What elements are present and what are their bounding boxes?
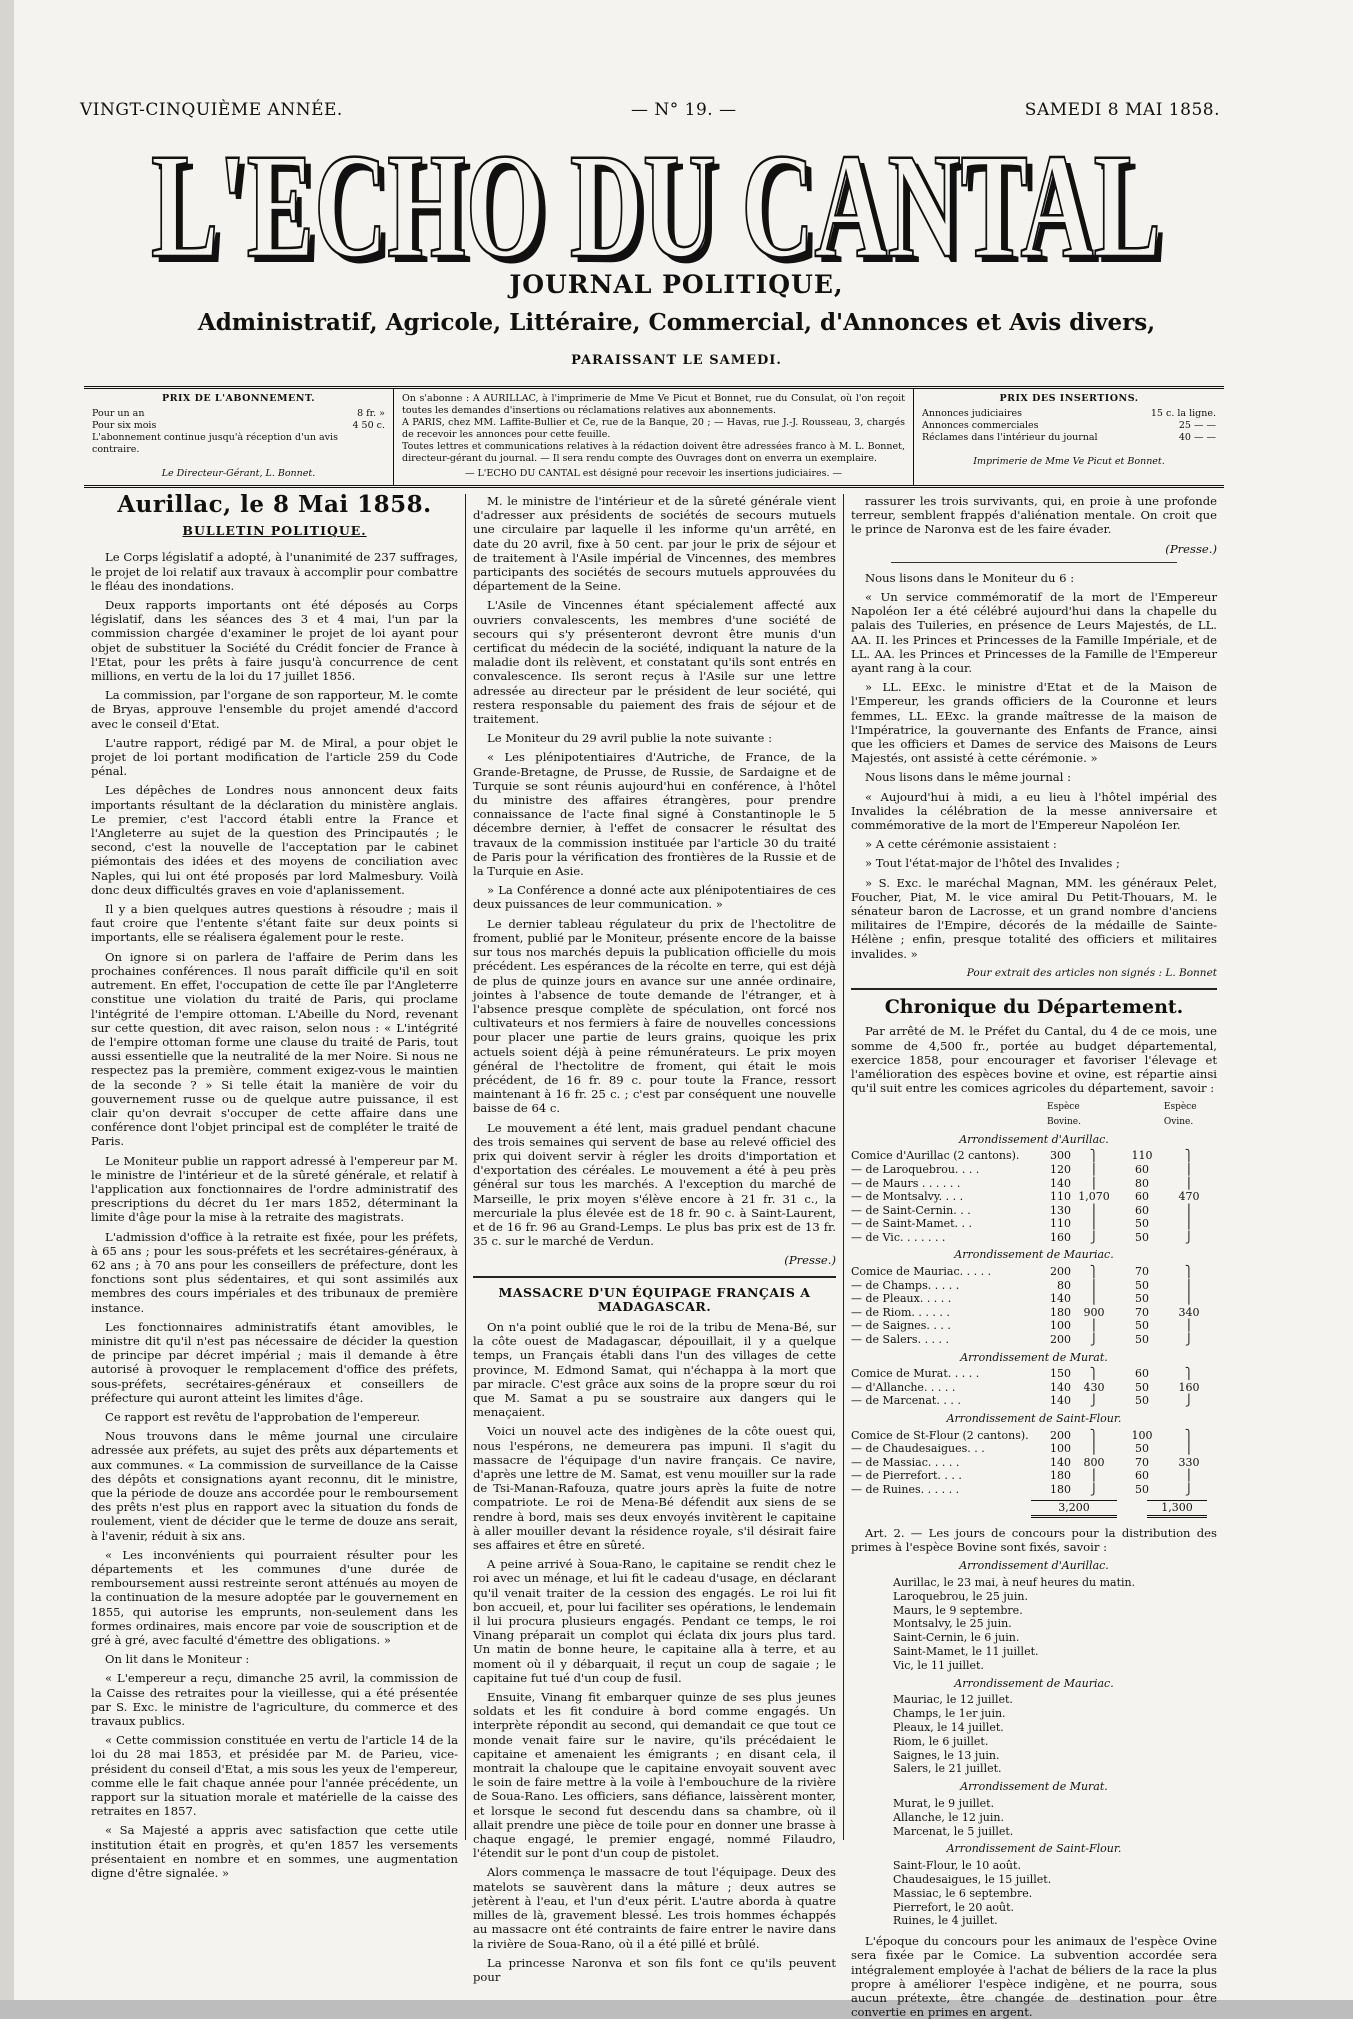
ovine-subtotal: ⎭ bbox=[1184, 1230, 1194, 1244]
insertion-row: Réclames dans l'intérieur du journal 40 — — bbox=[922, 432, 1216, 443]
concours-date: Champs, le 1er juin. bbox=[893, 1707, 1006, 1721]
article-columns bbox=[84, 491, 1224, 2019]
bovine-subtotal: ⎪ bbox=[1089, 1442, 1099, 1456]
ovine-value: 50 bbox=[1135, 1230, 1149, 1244]
column-3-top bbox=[851, 494, 1217, 537]
comice-name: — de Marcenat. . . . bbox=[851, 1394, 961, 1408]
ovine-value: 60 bbox=[1135, 1367, 1149, 1381]
ovine-value: 70 bbox=[1135, 1305, 1149, 1319]
bovine-subtotal: ⎪ bbox=[1089, 1176, 1099, 1190]
table-row bbox=[851, 1217, 1217, 1231]
top-line bbox=[80, 100, 1220, 120]
ovine-value: 50 bbox=[1135, 1292, 1149, 1306]
table-row bbox=[851, 1456, 1217, 1470]
separator bbox=[473, 1276, 836, 1278]
concours-date: Saint-Flour, le 10 août. bbox=[893, 1859, 1021, 1873]
column-1 bbox=[84, 491, 466, 1881]
bovine-value: 100 bbox=[1050, 1319, 1071, 1333]
comice-name: — de Champs. . . . . bbox=[851, 1278, 960, 1292]
bovine-value: 110 bbox=[1050, 1190, 1071, 1204]
ovine-subtotal: ⎪ bbox=[1184, 1176, 1194, 1190]
article-paragraph: M. le ministre de l'intérieur et de la sûreté générale vient d'adresser aux présidents de sociétés de secours mutuels une circulaire par laquelle il les informe qu'un arrêté, en date du 20 avril, fixe à 50 cent. par jour le prix de séjour et de traitement à l'Asile impérial de Vincennes, des membres participants des sociétés de secours mutuels approuvées du département de la Seine. bbox=[473, 494, 836, 594]
ovine-value: 50 bbox=[1135, 1278, 1149, 1292]
concours-date: Mauriac, le 12 juillet. bbox=[893, 1693, 1013, 1707]
article-paragraph: Le Moniteur publie un rapport adressé à l'empereur par M. le ministre de l'intérieur et de la sûreté générale, et relatif à l'application aux fonctionnaires de l'ordre administratif des prescriptions du décret du 1er mars 1852, déterminant la limite d'âge pour la mise à la retraite des magistrats. bbox=[91, 1153, 458, 1225]
judicial-notice: — L'ECHO DU CANTAL est désigné pour recevoir les insertions judiciaires. — bbox=[464, 468, 843, 479]
ovine-subtotal: ⎭ bbox=[1184, 1482, 1194, 1496]
subtitle-journal: JOURNAL POLITIQUE, bbox=[509, 270, 844, 299]
bovine-value: 80 bbox=[1057, 1278, 1071, 1292]
comice-name: Comice de Mauriac. . . . . bbox=[851, 1265, 992, 1279]
bovine-value: 150 bbox=[1050, 1367, 1071, 1381]
bovine-value: 200 bbox=[1050, 1333, 1071, 1347]
info-paragraph: On s'abonne : A AURILLAC, à l'imprimerie de Mme Ve Picut et Bonnet, rue du Consulat, où l'on reçoit toutes les demandes d'insertions ou réclamations relatives aux abonnements. bbox=[402, 393, 905, 416]
table-row bbox=[851, 1381, 1217, 1395]
bovine-subtotal: ⎭ bbox=[1089, 1333, 1099, 1347]
table-row bbox=[851, 1333, 1217, 1347]
insertion-row: Annonces judiciaires 15 c. la ligne. bbox=[922, 408, 1216, 419]
article-paragraph: « Les inconvénients qui pourraient résulter pour les départements et les communes d'une durée de remboursement aussi restreinte seront atténués au moyen de la continuation de la mesure adoptée par le gouvernement en 1855, qui autorise les emprunts, non-seulement dans les formes ordinaires, mais encore par voie de souscription et de gré à gré, avec faculté d'émettre des obligations. » bbox=[91, 1547, 458, 1648]
ovine-subtotal: 470 bbox=[1178, 1190, 1200, 1204]
table-row bbox=[851, 1204, 1217, 1218]
concours-date: Saint-Cernin, le 6 juin. bbox=[893, 1631, 1020, 1645]
article-paragraph: « Un service commémoratif de la mort de l'Empereur Napoléon Ier a été célébré aujourd'hui dans la chapelle du palais des Tuileries, en présence de Leurs Majestés, de LL. AA. II. les Princes et Princesses de la Famille Impériale, et de LL. AA. les Princes et Princesses de la Famille de l'Empereur ayant rang à la cour. bbox=[851, 590, 1217, 676]
info-box bbox=[84, 386, 1224, 488]
subscription-row: Pour un an 8 fr. » bbox=[92, 408, 385, 419]
subscription-row: Pour six mois 4 50 c. bbox=[92, 420, 385, 431]
bovine-subtotal: 900 bbox=[1083, 1305, 1105, 1319]
table-row bbox=[851, 1319, 1217, 1333]
column-3-mid bbox=[851, 571, 1217, 961]
article-paragraph: Alors commença le massacre de tout l'équipage. Deux des matelots se sauvèrent dans la mâture ; deux autres se jetèrent à l'eau, et l'un d'eux périt. L'autre aborda à quatre milles de là, gravement blessé. Les trois hommes échappés au massacre ont été contraints de faire entrer le navire dans la rivière de Soua-Rano, où il a été pillé et brûlé. bbox=[473, 1865, 836, 1951]
article-paragraph: Nous lisons dans le même journal : bbox=[865, 770, 1072, 785]
printer-name: Imprimerie de Mme Ve Picut et Bonnet. bbox=[973, 456, 1165, 467]
column-2-top bbox=[473, 494, 836, 1248]
concours-date: Pleaux, le 14 juillet. bbox=[893, 1720, 1004, 1734]
bovine-value: 110 bbox=[1050, 1217, 1071, 1231]
comice-name: — de Salers. . . . . bbox=[851, 1333, 950, 1347]
bovine-value: 200 bbox=[1050, 1265, 1071, 1279]
article-paragraph: » A cette cérémonie assistaient : bbox=[865, 837, 1057, 852]
article-paragraph: « Les plénipotentiaires d'Autriche, de France, de la Grande-Bretagne, de Prusse, de Russie, de Sardaigne et de Turquie se sont réunis aujourd'hui en conférence, à l'hôtel du ministre des affaires étrangères, pour prendre connaissance de l'acte final signé à Constantinople le 5 décembre dernier, à l'effet de consacrer le résultat des travaux de la commission instituée par l'article 30 du traité de Paris pour la vérification des frontières de la Russie et de la Turquie en Asie. bbox=[473, 750, 836, 879]
article-paragraph: La princesse Naronva et son fils font ce qu'ils peuvent pour bbox=[473, 1955, 836, 1984]
ovine-value: 60 bbox=[1135, 1190, 1149, 1204]
bulletin-heading: BULLETIN POLITIQUE. bbox=[182, 523, 367, 539]
bovine-subtotal: ⎪ bbox=[1089, 1469, 1099, 1483]
grand-total-ovine: 1,300 bbox=[1147, 1500, 1207, 1518]
comice-name: — de Montsalvy. . . . bbox=[851, 1190, 964, 1204]
arrondissement-title: Arrondissement de Mauriac. bbox=[954, 1248, 1114, 1262]
table-row bbox=[851, 1163, 1217, 1177]
bovine-subtotal: ⎪ bbox=[1089, 1203, 1099, 1217]
comice-name: — de Saignes. . . . bbox=[851, 1319, 951, 1333]
ovine-subtotal: ⎭ bbox=[1184, 1394, 1194, 1408]
separator bbox=[851, 988, 1217, 990]
arrondissement-title: Arrondissement de Murat. bbox=[960, 1350, 1108, 1364]
table-row bbox=[851, 1292, 1217, 1306]
article-paragraph: » Tout l'état-major de l'hôtel des Invalides ; bbox=[865, 856, 1120, 871]
table-row bbox=[851, 1265, 1217, 1279]
subscription-note: L'abonnement continue jusqu'à réception d'un avis contraire. bbox=[92, 432, 338, 455]
article-paragraph: » LL. EExc. le ministre d'Etat et de la Maison de l'Empereur, les grands officiers de la Couronne et leurs femmes, LL. EExc. la grande maîtresse de la maison de l'Impératrice, la gouvernante des Enfants de France, ainsi que les officiers et Dames de service des Maisons de Leurs Majestés, ont assisté à cette cérémonie. » bbox=[851, 680, 1217, 766]
ovine-subtotal: 330 bbox=[1178, 1455, 1200, 1469]
svg-text:L'ECHO DU CANTAL: L'ECHO DU CANTAL bbox=[157, 129, 1167, 295]
subscription-prices bbox=[84, 389, 394, 485]
concours-date: Chaudesaigues, le 15 juillet. bbox=[893, 1872, 1052, 1886]
table-row bbox=[851, 1149, 1217, 1163]
comice-name: — d'Allanche. . . . . bbox=[851, 1380, 956, 1394]
bovine-value: 140 bbox=[1050, 1176, 1071, 1190]
comice-name: — de Riom. . . . . . bbox=[851, 1305, 950, 1319]
arrondissement-title: Arrondissement de Saint-Flour. bbox=[946, 1412, 1122, 1425]
ovine-value: 50 bbox=[1135, 1380, 1149, 1394]
comice-name: Comice de Murat. . . . . bbox=[851, 1367, 980, 1381]
issue-date: SAMEDI 8 MAI 1858. bbox=[1024, 100, 1220, 120]
concours-date: Murat, le 9 juillet. bbox=[893, 1796, 995, 1810]
article-paragraph: Nous lisons dans le Moniteur du 6 : bbox=[865, 570, 1075, 585]
concours-date: Aurillac, le 23 mai, à neuf heures du matin. bbox=[893, 1575, 1136, 1589]
comice-name: — de Saint-Cernin. . . bbox=[851, 1203, 971, 1217]
bovine-subtotal: ⎪ bbox=[1089, 1319, 1099, 1333]
article-paragraph: « Sa Majesté a appris avec satisfaction que cette utile institution était en progrès, et qu'en 1857 les versements présentaient en nombre et en sommes, une augmentation digne d'être signalée. » bbox=[91, 1823, 458, 1881]
ovine-subtotal: ⎪ bbox=[1184, 1278, 1194, 1292]
bovine-subtotal: ⎭ bbox=[1089, 1394, 1099, 1408]
bovine-subtotal: ⎫ bbox=[1089, 1149, 1099, 1163]
bovine-subtotal: ⎪ bbox=[1089, 1292, 1099, 1306]
ovine-value: 60 bbox=[1135, 1162, 1149, 1176]
concours-date: Maurs, le 9 septembre. bbox=[893, 1603, 1023, 1617]
source-credit: (Presse.) bbox=[1165, 541, 1217, 556]
insertion-title: PRIX DES INSERTIONS. bbox=[999, 393, 1139, 404]
year-label: VINGT-CINQUIÈME ANNÉE. bbox=[80, 100, 343, 120]
comice-name: — de Maurs . . . . . . bbox=[851, 1176, 961, 1190]
arrondissement-title: Arrondissement de Mauriac. bbox=[954, 1676, 1114, 1690]
ovine-subtotal: ⎫ bbox=[1184, 1367, 1194, 1381]
table-row bbox=[851, 1429, 1217, 1443]
arrondissement-title: Arrondissement d'Aurillac. bbox=[959, 1132, 1109, 1146]
ovine-subtotal: ⎪ bbox=[1184, 1203, 1194, 1217]
comice-name: — de Laroquebrou. . . . bbox=[851, 1162, 980, 1176]
bovine-value: 180 bbox=[1050, 1482, 1071, 1496]
concours-date: Vic, le 11 juillet. bbox=[893, 1658, 984, 1672]
bovine-subtotal: 430 bbox=[1083, 1380, 1105, 1394]
arrondissement-title: Arrondissement d'Aurillac. bbox=[959, 1559, 1109, 1573]
concours-date: Montsalvy, le 25 juin. bbox=[893, 1617, 1012, 1631]
table-header: Espèce Bovine. Espèce Ovine. bbox=[1047, 1102, 1197, 1127]
article-paragraph: Les fonctionnaires administratifs étant amovibles, le ministre dit qu'il n'est pas nécessaire de décider la question de principe par décret impérial ; mais il demande à être autorisé à provoquer le remplacement d'office des préfets, sous-préfets, secrétaires-généraux et conseillers de préfecture qui auront atteint les limites d'âge. bbox=[91, 1319, 458, 1405]
article-paragraph: » La Conférence a donné acte aux plénipotentiaires de ces deux puissances de leur communication. » bbox=[473, 883, 836, 912]
ovine-value: 60 bbox=[1135, 1203, 1149, 1217]
article-paragraph: On ignore si on parlera de l'affaire de Perim dans les prochaines conférences. Il nous paraît difficile qu'il en soit autrement. En effet, l'occupation de cette île par l'Angleterre constitue une violation du traité de Paris, qui proclame l'intégrité de l'empire ottoman. L'Abeille du Nord, revenant sur cette question, dit avec raison, selon nous : « L'intégrité de l'empire ottoman forme une clause du traité de Paris, tout aussi essentielle que la neutralité de la mer Noire. Si nous ne respectez pas la première, comment exigez-vous le maintien de la seconde ? » Si telle était la manière de voir du gouvernement russe ou de quelque autre puissance, il est clair qu'on devrait s'occuper de cette affaire dans une conférence dont l'objet principal est de compléter le traité de Paris. bbox=[91, 949, 458, 1149]
ovine-subtotal: ⎪ bbox=[1184, 1217, 1194, 1231]
comice-name: — de Massiac. . . . . bbox=[851, 1455, 960, 1469]
article-paragraph: On lit dans le Moniteur : bbox=[105, 1652, 250, 1667]
insertion-row: Annonces commerciales 25 — — bbox=[922, 420, 1216, 431]
bovine-subtotal: ⎫ bbox=[1089, 1265, 1099, 1279]
bovine-value: 140 bbox=[1050, 1292, 1071, 1306]
concours-date: Pierrefort, le 20 août. bbox=[893, 1900, 1015, 1914]
comice-name: — de Pleaux. . . . . bbox=[851, 1292, 952, 1306]
ovine-subtotal: 340 bbox=[1178, 1305, 1200, 1319]
bovine-value: 180 bbox=[1050, 1305, 1071, 1319]
grand-total bbox=[851, 1500, 1217, 1518]
bovine-value: 140 bbox=[1050, 1380, 1071, 1394]
insertion-prices bbox=[914, 389, 1224, 485]
grand-total-bovine: 3,200 bbox=[1031, 1500, 1117, 1518]
article-paragraph: La commission, par l'organe de son rapporteur, M. le comte de Bryas, approuve l'ensemble du projet amendé d'accord avec le conseil d'Etat. bbox=[91, 688, 458, 731]
comice-name: Comice d'Aurillac (2 cantons). bbox=[851, 1149, 1020, 1163]
bovine-subtotal: ⎪ bbox=[1089, 1278, 1099, 1292]
bovine-subtotal: ⎪ bbox=[1089, 1217, 1099, 1231]
column-2 bbox=[466, 494, 844, 1984]
ovine-subtotal: ⎫ bbox=[1184, 1265, 1194, 1279]
chronicle-intro: Par arrêté de M. le Préfet du Cantal, du 4 de ce mois, une somme de 4,500 fr., portée au budget départemental, exercice 1858, pour encourager et favoriser l'élevage et l'amélioration des espèces bovine et ovine, est répartie ainsi qu'il suit entre les comices agricoles du département, savoir : bbox=[851, 1024, 1217, 1096]
bovine-subtotal: 1,070 bbox=[1078, 1190, 1110, 1204]
chronicle-heading: Chronique du Département. bbox=[884, 996, 1184, 1019]
bovine-value: 100 bbox=[1050, 1442, 1071, 1456]
page-edge bbox=[0, 0, 14, 2000]
concours-dates bbox=[851, 1559, 1217, 1928]
subscription-title: PRIX DE L'ABONNEMENT. bbox=[161, 393, 316, 404]
bovine-value: 300 bbox=[1050, 1149, 1071, 1163]
ovine-value: 50 bbox=[1135, 1217, 1149, 1231]
article-paragraph: Deux rapports importants ont été déposés au Corps législatif, dans les séances des 3 et 4 mai, l'un par la commission chargée d'examiner le projet de loi ayant pour objet de substituer la Société du Crédit foncier de France à l'Etat, pour les prêts à faire jusqu'à concurrence de cent millions, en vertu de la loi du 17 juillet 1856. bbox=[91, 598, 458, 684]
source-credit: (Presse.) bbox=[784, 1253, 836, 1268]
table-row bbox=[851, 1394, 1217, 1408]
concours-date: Ruines, le 4 juillet. bbox=[893, 1914, 998, 1928]
article-paragraph: Il y a bien quelques autres questions à résoudre ; mais il faut croire que l'entente s'étant faite sur deux points si importants, elle se réalisera également pour le reste. bbox=[91, 902, 458, 945]
bovine-value: 160 bbox=[1050, 1230, 1071, 1244]
comice-name: — de Ruines. . . . . . bbox=[851, 1482, 960, 1496]
bovine-value: 140 bbox=[1050, 1394, 1071, 1408]
bovine-value: 200 bbox=[1050, 1428, 1071, 1442]
bovine-value: 180 bbox=[1050, 1469, 1071, 1483]
ovine-value: 110 bbox=[1131, 1149, 1153, 1163]
bovine-subtotal: 800 bbox=[1083, 1455, 1105, 1469]
article-paragraph: L'autre rapport, rédigé par M. de Miral, a pour objet le projet de loi portant modification de l'article 259 du Code pénal. bbox=[91, 735, 458, 779]
massacre-title: MASSACRE D'UN ÉQUIPAGE FRANÇAIS A MADAGASCAR. bbox=[498, 1284, 811, 1314]
article-paragraph: On n'a point oublié que le roi de la tribu de Mena-Bé, sur la côte ouest de Madagascar, dépouillait, il y a quelque temps, un Français établi dans l'un des villages de cette province, M. Edmond Samat, qui n'échappa à la mort que par miracle. C'est grâce aux soins de la propre sœur du roi que M. Samat a pu se soustraire aux dangers qui le menaçaient. bbox=[473, 1319, 836, 1420]
bovine-value: 130 bbox=[1050, 1203, 1071, 1217]
ovine-subtotal: ⎪ bbox=[1184, 1292, 1194, 1306]
concours-date: Laroquebrou, le 25 juin. bbox=[893, 1589, 1028, 1603]
bovine-subtotal: ⎭ bbox=[1089, 1482, 1099, 1496]
bovine-subtotal: ⎫ bbox=[1089, 1367, 1099, 1381]
ovine-subtotal: ⎪ bbox=[1184, 1469, 1194, 1483]
article-paragraph: L'Asile de Vincennes étant spécialement affecté aux ouvriers convalescents, les membres d'une société de secours qui s'y présenteront devront être munis d'un certificat du médecin de la société, indiquant la nature de la maladie dont ils relèvent, et constatant qu'ils sont entrés en convalescence. Ils seront reçus à l'Asile sur une lettre adressée au directeur par le président de leur société, qui restera responsable du paiement des frais de séjour et de traitement. bbox=[473, 598, 836, 727]
article-paragraph: Ce rapport est revêtu de l'approbation de l'empereur. bbox=[105, 1409, 421, 1424]
article-paragraph: « Aujourd'hui à midi, a eu lieu à l'hôtel impérial des Invalides la célébration de la messe anniversaire et commémorative de la mort de l'Empereur Napoléon Ier. bbox=[851, 789, 1217, 833]
article-paragraph: « L'empereur a reçu, dimanche 25 avril, la commission de la Caisse des retraites pour la vieillesse, qui a été présentée par S. Exc. le ministre de l'agriculture, du commerce et des travaux publics. bbox=[91, 1671, 458, 1729]
comice-name: Comice de St-Flour (2 cantons). bbox=[851, 1428, 1029, 1442]
article-paragraph: « Cette commission constituée en vertu de l'article 14 de la loi du 28 mai 1853, et présidée par M. de Parieu, vice-président du conseil d'Etat, a mis sous les yeux de l'empereur, comme elle le fait chaque année pour l'année précédente, un rapport sur la situation morale et matérielle de la caisse des retraites en 1857. bbox=[91, 1733, 458, 1819]
table-row bbox=[851, 1306, 1217, 1320]
arrondissement-title: Arrondissement de Murat. bbox=[960, 1780, 1108, 1794]
article-paragraph: Nous trouvons dans le même journal une circulaire adressée aux préfets, au sujet des prêts aux départements et aux communes. « La commission de surveillance de la Caisse des dépôts et consignations ayant reconnu, dit le ministre, que la période de douze ans accordée pour le remboursement des prêts n'est plus en rapport avec la situation du fonds de roulement, vient de décider que le terme de douze ans serait, à l'avenir, réduit à six ans. bbox=[91, 1429, 458, 1543]
comice-name: — de Saint-Mamet. . . bbox=[851, 1217, 973, 1231]
ovine-subtotal: ⎫ bbox=[1184, 1428, 1194, 1442]
ovine-subtotal: ⎭ bbox=[1184, 1333, 1194, 1347]
article-paragraph: Le Moniteur du 29 avril publie la note suivante : bbox=[487, 731, 772, 746]
subsidy-table bbox=[851, 1133, 1217, 1497]
article-paragraph: Voici un nouvel acte des indigènes de la côte ouest qui, nous l'espérons, ne demeurera pas impuni. Il s'agit du massacre de l'équipage d'un navire français. Ce navire, d'après une lettre de M. Samat, est venu mouiller sur la rade de Tsi-Manan-Rafouza, quatre jours après la fuite de notre compatriote. Le roi de Mena-Bé défendit aux siens de se rendre à bord, mais ses deux envoyés invitèrent le capitaine à aller mouiller devant la résidence royale, s'il désirait faire ses affaires et être en sûreté. bbox=[473, 1424, 836, 1553]
column-3 bbox=[844, 494, 1224, 2019]
arrondissement-title: Arrondissement de Saint-Flour. bbox=[946, 1842, 1122, 1856]
info-paragraph: A PARIS, chez MM. Laffite-Bullier et Ce, rue de la Banque, 20 ; — Havas, rue J.-J. Rousseau, 3, chargés de recevoir les annonces pour cette feuille. bbox=[402, 417, 905, 440]
comice-name: — de Pierrefort. . . . bbox=[851, 1469, 962, 1483]
column-1-body bbox=[91, 550, 458, 1880]
ovine-value: 50 bbox=[1135, 1333, 1149, 1347]
separator bbox=[891, 562, 1177, 563]
ovine-value: 50 bbox=[1135, 1319, 1149, 1333]
info-paragraph: Toutes lettres et communications relatives à la rédaction doivent être adressées franco à M. L. Bonnet, directeur-gérant du journal. — Il sera rendu compte des Ouvrages dont on enverra un exemplaire. bbox=[402, 441, 905, 464]
concours-date: Allanche, le 12 juin. bbox=[893, 1810, 1004, 1824]
svg-text:L'ECHO DU CANTAL: L'ECHO DU CANTAL bbox=[151, 123, 1161, 289]
table-row bbox=[851, 1442, 1217, 1456]
ovine-subtotal: ⎫ bbox=[1184, 1149, 1194, 1163]
ovine-subtotal: 160 bbox=[1178, 1380, 1200, 1394]
subtitle-description: Administratif, Agricole, Littéraire, Commercial, d'Annonces et Avis divers, bbox=[197, 309, 1156, 336]
concours-date: Riom, le 6 juillet. bbox=[893, 1734, 989, 1748]
ovine-subtotal: ⎪ bbox=[1184, 1442, 1194, 1456]
comice-name: — de Vic. . . . . . . bbox=[851, 1230, 946, 1244]
concours-date: Saint-Mamet, le 11 juillet. bbox=[893, 1644, 1039, 1658]
concours-date: Saignes, le 13 juin. bbox=[893, 1748, 1000, 1762]
article-paragraph: Le dernier tableau régulateur du prix de l'hectolitre de froment, publié par le Moniteur, présente encore de la baisse sur tous nos marchés depuis la publication officielle du mois précédent. Les espérances de la récolte en terre, qui est déjà de plus de quinze jours en avance sur une année ordinaire, jointes à l'absence de toute demande de l'étranger, et à l'absence presque complète de spéculation, ont forcé nos cultivateurs et nos fermiers à faire de nouvelles concessions pour placer une partie de leurs grains, quoique les prix actuels soient déjà à peine rémunérateurs. Le prix moyen général de l'hectolitre de froment, qui était le mois précédent, de 16 fr. 89 c. pour toute la France, ressort maintenant à 16 fr. 25 c. ; c'est par conséquent une nouvelle baisse de 64 c. bbox=[473, 916, 836, 1116]
article-paragraph: Le mouvement a été lent, mais graduel pendant chacune des trois semaines qui servent de base au relevé officiel des prix qui doivent servir à régler les droits d'importation et d'exportation des céréales. Le mouvement a été à peu près général sur tous les marchés. A l'exception du marché de Marseille, le prix moyen s'élève encore à 21 fr. 31 c., la mercuriale la plus élevée est de 18 fr. 90 c. à Saint-Laurent, et de 16 fr. 96 au Grand-Lemps. Le plus bas prix est de 13 fr. 35 c. sur le marché de Verdun. bbox=[473, 1120, 836, 1249]
closing-paragraph: L'époque du concours pour les animaux de l'espèce Ovine sera fixée par le Comice. La subvention accordée sera intégralement employée à l'achat de béliers de la race la plus propre à améliorer l'espèce indigène, et ne pourra, sous aucun prétexte, être changée de destination pour être convertie en primes en argent. bbox=[851, 1934, 1217, 2019]
ovine-value: 80 bbox=[1135, 1176, 1149, 1190]
bovine-subtotal: ⎫ bbox=[1089, 1428, 1099, 1442]
table-row bbox=[851, 1367, 1217, 1381]
table-row bbox=[851, 1483, 1217, 1497]
ovine-subtotal: ⎪ bbox=[1184, 1319, 1194, 1333]
article-paragraph: L'admission d'office à la retraite est fixée, pour les préfets, à 65 ans ; pour les sous-préfets et les secrétaires-généraux, à 62 ans ; à 70 ans pour les conseillers de préfecture, dont les fonctions sont plus sédentaires, et qui sont assimilés aux membres des cours impériales et des tribunaux de première instance. bbox=[91, 1229, 458, 1315]
ovine-value: 60 bbox=[1135, 1469, 1149, 1483]
extract-signature: Pour extrait des articles non signés : L. Bonnet bbox=[966, 966, 1217, 979]
subtitle-frequency: PARAISSANT LE SAMEDI. bbox=[571, 353, 782, 368]
article-2: Art. 2. — Les jours de concours pour la distribution des primes à l'espèce Bovine sont fixés, savoir : bbox=[851, 1525, 1217, 1554]
ovine-value: 100 bbox=[1131, 1428, 1153, 1442]
table-row bbox=[851, 1279, 1217, 1293]
ovine-value: 70 bbox=[1135, 1265, 1149, 1279]
dateline-heading: Aurillac, le 8 Mai 1858. bbox=[117, 491, 432, 518]
director-signature: Le Directeur-Gérant, L. Bonnet. bbox=[161, 468, 316, 479]
table-row bbox=[851, 1190, 1217, 1204]
article-paragraph: rassurer les trois survivants, qui, en proie à une profonde terreur, semblent frappés d'aliénation mentale. On croit que le prince de Naronva est de les faire évader. bbox=[851, 494, 1217, 537]
bovine-value: 120 bbox=[1050, 1162, 1071, 1176]
article-paragraph: Ensuite, Vinang fit embarquer quinze de ses plus jeunes soldats et les fit conduire à bord comme engagés. Un interprète répondit au second, qui demandait ce que tout ce monde venait faire sur le navire, qu'ils précédaient le capitaine et amenaient les émigrants ; en disant cela, il montrait la chaloupe que le capitaine envoyait souvent avec le soin de faire mettre à la voile à l'embouchure de la rivière de Soua-Rano. Les officiers, sans défiance, laissèrent monter, et lorsque le second fut descendu dans sa chambre, où il allait prendre une pièce de toile pour en donner une brasse à chaque engagé, le premier engagé, nommé Filaudro, l'étendit sur le pont d'un coup de pistolet. bbox=[473, 1690, 836, 1861]
ovine-value: 50 bbox=[1135, 1482, 1149, 1496]
bovine-value: 140 bbox=[1050, 1455, 1071, 1469]
subscription-info bbox=[394, 389, 914, 485]
bovine-subtotal: ⎭ bbox=[1089, 1230, 1099, 1244]
ovine-value: 50 bbox=[1135, 1442, 1149, 1456]
article-paragraph: Le Corps législatif a adopté, à l'unanimité de 237 suffrages, le projet de loi relatif aux travaux à accomplir pour combattre le fléau des inondations. bbox=[91, 550, 458, 593]
issue-number: — N° 19. — bbox=[630, 100, 737, 120]
concours-date: Massiac, le 6 septembre. bbox=[893, 1886, 1033, 1900]
table-row bbox=[851, 1469, 1217, 1483]
comice-name: — de Chaudesaigues. . . bbox=[851, 1442, 985, 1456]
table-row bbox=[851, 1231, 1217, 1245]
ovine-value: 50 bbox=[1135, 1394, 1149, 1408]
concours-date: Marcenat, le 5 juillet. bbox=[893, 1824, 1014, 1838]
ovine-value: 70 bbox=[1135, 1455, 1149, 1469]
article-paragraph: » S. Exc. le maréchal Magnan, MM. les généraux Pelet, Foucher, Piat, M. le vice amiral Du Petit-Thouars, M. le sénateur baron de Lacrosse, et un grand nombre d'anciens militaires de l'Empire, décorés de la médaille de Sainte-Hélène ; enfin, presque totalité des officiers et militaires invalides. » bbox=[851, 875, 1217, 961]
table-row bbox=[851, 1177, 1217, 1191]
article-paragraph: A peine arrivé à Soua-Rano, le capitaine se rendit chez le roi avec un ménage, et lui fit le cadeau d'usage, en déclarant qu'il venait traiter de la cession des engagés. Le roi lui fit bon accueil, et, pour lui faciliter ses opérations, le lendemain il lui procura plusieurs engagés. Pendant ce temps, le roi Vinang préparait un complot qui éclata dix jours plus tard. Un matin de bonne heure, le capitaine alla à terre, et au moment où il y débarquait, il reçut un coup de sagaie ; le capitaine fut tué d'un coup de fusil. bbox=[473, 1557, 836, 1685]
column-2-bottom bbox=[473, 1320, 836, 1984]
bovine-subtotal: ⎪ bbox=[1089, 1162, 1099, 1176]
ovine-subtotal: ⎪ bbox=[1184, 1162, 1194, 1176]
concours-date: Salers, le 21 juillet. bbox=[893, 1762, 1002, 1776]
article-paragraph: Les dépêches de Londres nous annoncent deux faits importants résultant de la déclaration du ministère anglais. Le premier, c'est l'accord établi entre la France et l'Angleterre au sujet de la question des Principautés ; le second, c'est la nouvelle de l'acceptation par le cabinet piémontais des idées et des moyens de conciliation avec Naples, qui lui ont été proposés par lord Malmesbury. Voilà donc deux difficultés graves en voie d'aplanissement. bbox=[91, 783, 458, 897]
